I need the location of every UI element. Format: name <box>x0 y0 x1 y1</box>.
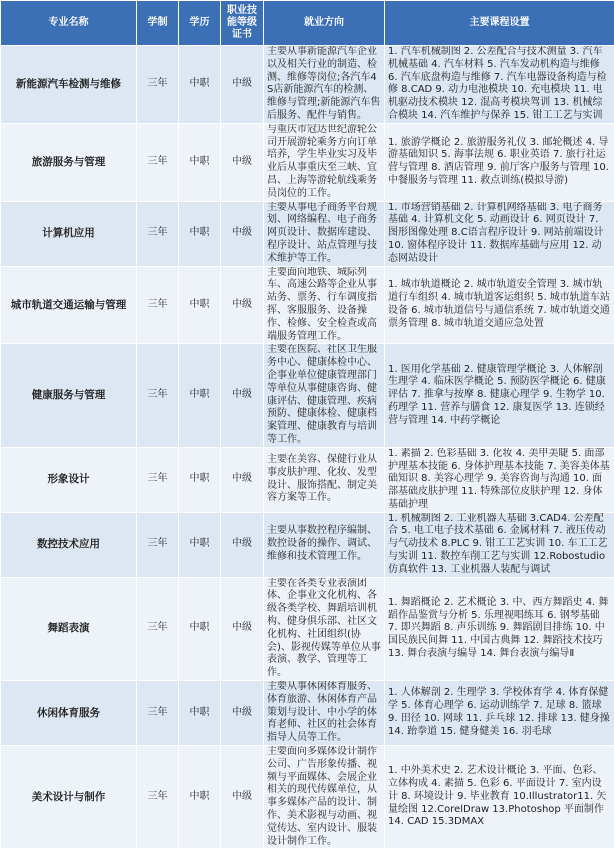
employment-cell: 主要从事休闲体育服务、体育旅游、休闲体育产品策划与设计、中小学的体育老师、社区的社会体育指导人员等工作。 <box>264 681 385 746</box>
major-name: 休闲体育服务 <box>1 681 137 746</box>
major-name: 计算机应用 <box>1 201 137 266</box>
employment-cell: 主要在各类专业表演团体、企事业文化机构、各级各类学校、舞蹈培训机构、健身俱乐部、社区文化机构、社团组织(协会)、影视传媒等单位从事表演、教学、管理等工作。 <box>264 577 385 680</box>
header-duration: 学制 <box>137 1 179 46</box>
education-cell: 中职 <box>179 46 221 124</box>
duration-cell: 三年 <box>137 512 179 577</box>
education-cell: 中职 <box>179 447 221 512</box>
courses-cell: 1. 医用化学基础 2. 健康管理学概论 3. 人体解剖生理学 4. 临床医学概论 5. 预防医学概论 6. 健康评估 7. 推拿与按摩 8. 健康心理学 9. 生物学 10. 药理学 11. 营养与膳食 12. 康复医学 13. 连锁经营与管理 14. 中药学概论 <box>385 344 614 447</box>
header-employment: 就业方向 <box>264 1 385 46</box>
employment-cell: 主要从事数控程序编制、数控设备的操作、调试、维修和技术管理工作。 <box>264 512 385 577</box>
courses-cell: 1. 旅游学概论 2. 旅游服务礼仪 3. 邮轮概述 4. 导游基础知识 5. 海事法规 6. 职业英语 7. 旅行社运营与管理 8. 酒店管理 9. 前厅客户服务与管理 10. 中餐服务与管理 11. 救点训练(模拟导游) <box>385 123 614 201</box>
header-certificate: 职业技能等级证书 <box>221 1 264 46</box>
employment-cell: 主要面向多媒体设计制作公司、广告形象传播、视频与平面媒体、会展企业相关的现代传媒单位，从事多媒体产品的设计、制作、美术影视与动画、视觉传达、室内设计、服装设计制作工作。 <box>264 746 385 849</box>
education-cell: 中职 <box>179 344 221 447</box>
courses-cell: 1. 人体解剖 2. 生理学 3. 学校体育学 4. 体育保健学 5. 体育心理学 6. 运动训练学 7. 足球 8. 篮球 9. 田径 10. 网球 11. 乒乓球 12. 排球 13. 健身操 14. 跆拳道 15. 健身健美 16. 羽毛球 <box>385 681 614 746</box>
courses-cell: 1. 市场营销基础 2. 计算机网络基础 3. 电子商务基础 4. 计算机文化 5. 动画设计 6. 网页设计 7. 图形图像处理 8.C语言程序设计 9. 网站前端设计 10. 窗体程序设计 11. 数据库基础与应用 12. 动态网站设计 <box>385 201 614 266</box>
duration-cell: 三年 <box>137 681 179 746</box>
employment-cell: 主要从事新能源汽车企业以及相关行业的制造、检测、维修等岗位;各汽车4S店新能源汽车的检测、维修与管理;新能源汽车售后服务、配件与销售。 <box>264 46 385 124</box>
education-cell: 中职 <box>179 201 221 266</box>
employment-cell: 主要在美容、保健行业从事皮肤护理、化妆、发型设计、服饰搭配、制定美容方案等工作。 <box>264 447 385 512</box>
major-name: 新能源汽车检测与维修 <box>1 46 137 124</box>
table-row <box>1 681 614 746</box>
education-cell: 中职 <box>179 681 221 746</box>
major-name: 旅游服务与管理 <box>1 123 137 201</box>
certificate-cell: 中级 <box>221 46 264 124</box>
education-cell: 中职 <box>179 123 221 201</box>
certificate-cell: 中级 <box>221 123 264 201</box>
employment-cell: 主要面向地铁、城际列车、高速公路等企业从事站务、票务、行车调度指挥、客服服务、设备操作、检修、安全检查或高端服务管理工作。 <box>264 266 385 344</box>
duration-cell: 三年 <box>137 123 179 201</box>
major-name: 形象设计 <box>1 447 137 512</box>
education-cell: 中职 <box>179 746 221 849</box>
table-row <box>1 512 614 577</box>
certificate-cell: 中级 <box>221 577 264 680</box>
duration-cell: 三年 <box>137 344 179 447</box>
duration-cell: 三年 <box>137 46 179 124</box>
table-row <box>1 344 614 447</box>
duration-cell: 三年 <box>137 577 179 680</box>
header-education: 学历 <box>179 1 221 46</box>
certificate-cell: 中级 <box>221 512 264 577</box>
major-name: 健康服务与管理 <box>1 344 137 447</box>
header-major: 专业名称 <box>1 1 137 46</box>
education-cell: 中职 <box>179 512 221 577</box>
education-cell: 中职 <box>179 266 221 344</box>
employment-cell: 主要在医院、社区卫生服务中心、健康体检中心、企事业单位健康管理部门等单位从事健康咨询、健康评估、健康管理、疾病预防、健康体检、健康档案管理、健康教育与培训等工作。 <box>264 344 385 447</box>
duration-cell: 三年 <box>137 746 179 849</box>
certificate-cell: 中级 <box>221 201 264 266</box>
duration-cell: 三年 <box>137 447 179 512</box>
table-row <box>1 201 614 266</box>
certificate-cell: 中级 <box>221 266 264 344</box>
courses-cell: 1. 中外美术史 2. 艺术设计概论 3. 平面、色彩、立体构成 4. 素描 5. 色彩 6. 平面设计 7. 室内设计 8. 环境设计 9. 毕业教育 10.Illustrator11. 矢量绘图 12.CorelDraw 13.Photoshop 平面制作 14. CAD 15.3DMAX <box>385 746 614 849</box>
table-row <box>1 266 614 344</box>
courses-cell: 1. 机械制图 2. 工业机器人基础 3.CAD4. 公差配合 5. 电工电子技术基础 6. 金属材料 7. 液压传动与气动技术 8.PLC 9. 钳工工艺实训 10. 车工工艺与实训 11. 数控车削工艺与实训 12.Robostudio仿真软件 13. 工业机器人装配与调试 <box>385 512 614 577</box>
certificate-cell: 中级 <box>221 447 264 512</box>
table-row <box>1 447 614 512</box>
table-row <box>1 746 614 849</box>
courses-cell: 1. 素描 2. 色彩基础 3. 化妆 4. 美甲美睫 5. 面部护理基本技能 6. 身体护理基本技能 7. 美容美体基础知识 8. 美容心理学 9. 美容咨询与沟通 10. 面部基础皮肤护理 11. 特殊部位皮肤护理 12. 身体基础护理 <box>385 447 614 512</box>
table-row <box>1 577 614 680</box>
education-cell: 中职 <box>179 577 221 680</box>
courses-cell: 1. 汽车机械制图 2. 公差配合与技术测量 3. 汽车机械基础 4. 汽车材料 5. 汽车发动机构造与维修 6. 汽车底盘构造与维修 7. 汽车电器设备构造与检修 8.CAD 9. 动力电池模块 10. 充电模块 11. 电机驱动技术模块 12. 混高考模块驾训 13. 机械综合模块 14. 汽车维护与保养 15. 钳工工艺与实训 <box>385 46 614 124</box>
major-name: 舞蹈表演 <box>1 577 137 680</box>
certificate-cell: 中级 <box>221 746 264 849</box>
major-name: 数控技术应用 <box>1 512 137 577</box>
employment-cell: 与重庆市冠达世纪游轮公司开展游轮乘务方向订单培养，学生毕业实习及毕业后从事重庆至三峡、宜昌、上海等游轮航线乘务员岗位的工作。 <box>264 123 385 201</box>
certificate-cell: 中级 <box>221 344 264 447</box>
certificate-cell: 中级 <box>221 681 264 746</box>
courses-cell: 1. 城市轨道概论 2. 城市轨道安全管理 3. 城市轨道行车组织 4. 城市轨道客运组织 5. 城市轨道车站设备 6. 城市轨道信号与通信系统 7. 城市轨道交通票务管理 8. 城市轨道交通应急处置 <box>385 266 614 344</box>
courses-cell: 1. 舞蹈概论 2. 艺术概论 3. 中、西方舞蹈史 4. 舞蹈作品鉴赏与分析 5. 乐理视唱练耳 6. 钢琴基础 7. 即兴舞蹈 8. 声乐训练 9. 舞蹈剧目排练 10. 中国民族民间舞 11. 中国古典舞 12. 舞蹈技术技巧 13. 舞台表演与编导 14. 舞台表演与编导Ⅱ <box>385 577 614 680</box>
table-row <box>1 123 614 201</box>
major-name: 美术设计与制作 <box>1 746 137 849</box>
employment-cell: 主要从事电子商务平台规划、网络编程、电子商务网页设计、数据库建设、程序设计、站点管理与技术维护等工作。 <box>264 201 385 266</box>
header-row <box>1 1 614 46</box>
duration-cell: 三年 <box>137 266 179 344</box>
major-name: 城市轨道交通运输与管理 <box>1 266 137 344</box>
duration-cell: 三年 <box>137 201 179 266</box>
header-courses: 主要课程设置 <box>385 1 614 46</box>
table-row <box>1 46 614 124</box>
